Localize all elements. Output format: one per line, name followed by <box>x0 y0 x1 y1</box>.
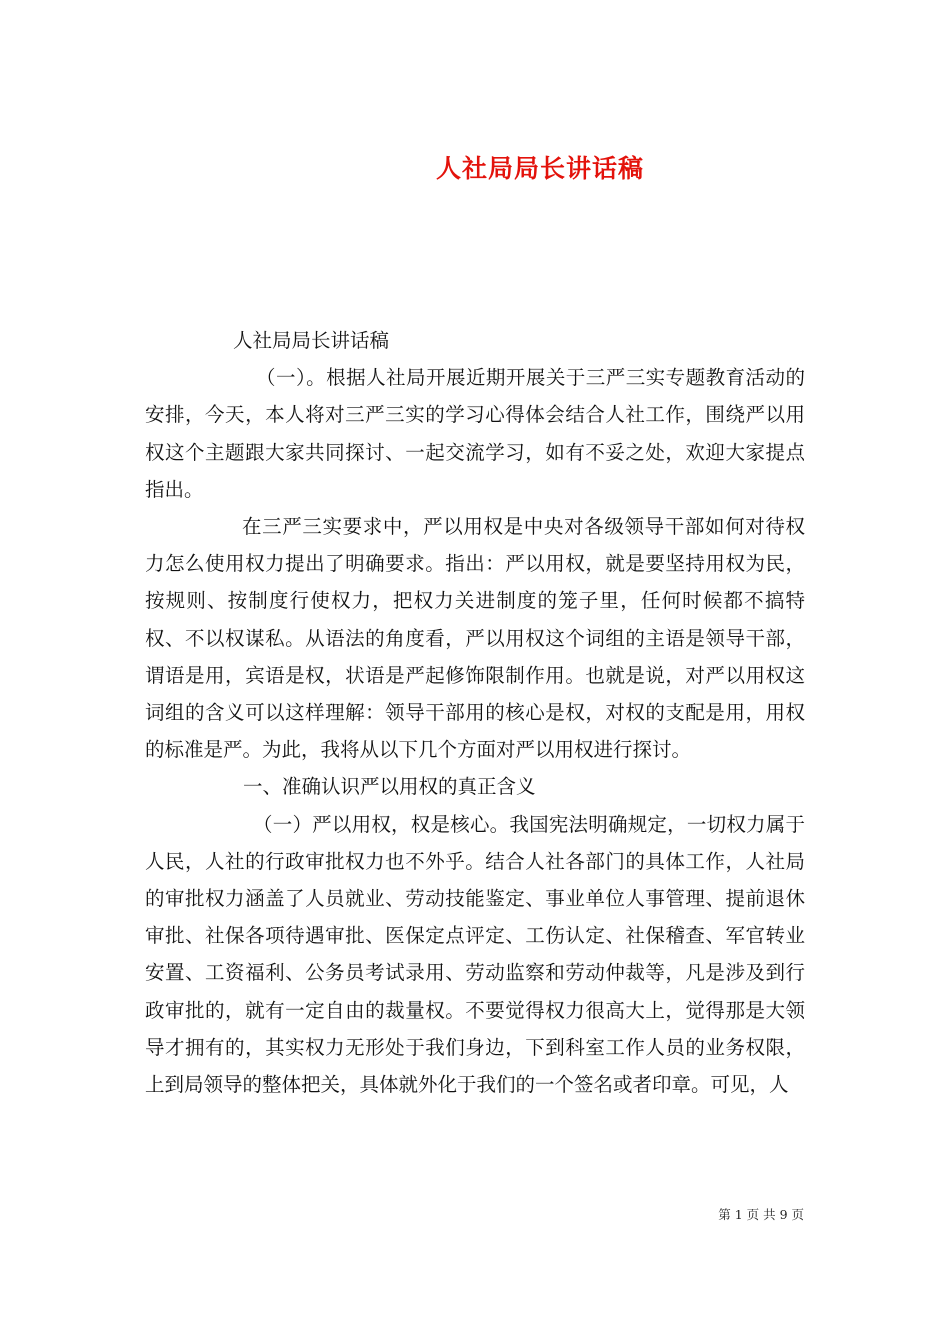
paragraph-power-core: （一）严以用权，权是核心。我国宪法明确规定，一切权力属于人民，人社的行政审批权力也不外乎。结合人社各部门的具体工作，人社局的审批权力涵盖了人员就业、劳动技能鉴定、事业单位人事管理、提前退休审批、社保各项待遇审批、医保定点评定、工伤认定、社保稽查、军官转业安置、工资福利、公务员考试录用、劳动监察和劳动仲裁等，凡是涉及到行政审批的，就有一定自由的裁量权。不要觉得权力很高大上，觉得那是大领导才拥有的，其实权力无形处于我们身边，下到科室工作人员的业务权限，上到局领导的整体把关，具体就外化于我们的一个签名或者印章。可见，人 <box>145 812 805 1097</box>
document-body <box>145 322 805 1103</box>
section-heading-1: 一、准确认识严以用权的真正含义 <box>243 775 536 799</box>
paragraph-intro: （一）。根据人社局开展近期开展关于三严三实专题教育活动的安排，今天，本人将对三严三实的学习心得体会结合人社工作，围绕严以用权这个主题跟大家共同探讨、一起交流学习，如有不妥之处，欢迎大家提点指出。 <box>145 366 805 501</box>
paragraph-requirements: 在三严三实要求中，严以用权是中央对各级领导干部如何对待权力怎么使用权力提出了明确要求。指出：严以用权，就是要坚持用权为民，按规则、按制度行使权力，把权力关进制度的笼子里，任何时候都不搞特权、不以权谋私。从语法的角度看，严以用权这个词组的主语是领导干部，谓语是用，宾语是权，状语是严起修饰限制作用。也就是说，对严以用权这词组的含义可以这样理解：领导干部用的核心是权，对权的支配是用，用权的标准是严。为此，我将从以下几个方面对严以用权进行探讨。 <box>145 515 805 762</box>
document-subtitle: 人社局局长讲话稿 <box>233 329 390 352</box>
page-title: 人社局局长讲话稿 <box>435 153 644 183</box>
page-number-footer: 第 1 页 共 9 页 <box>718 1207 804 1222</box>
